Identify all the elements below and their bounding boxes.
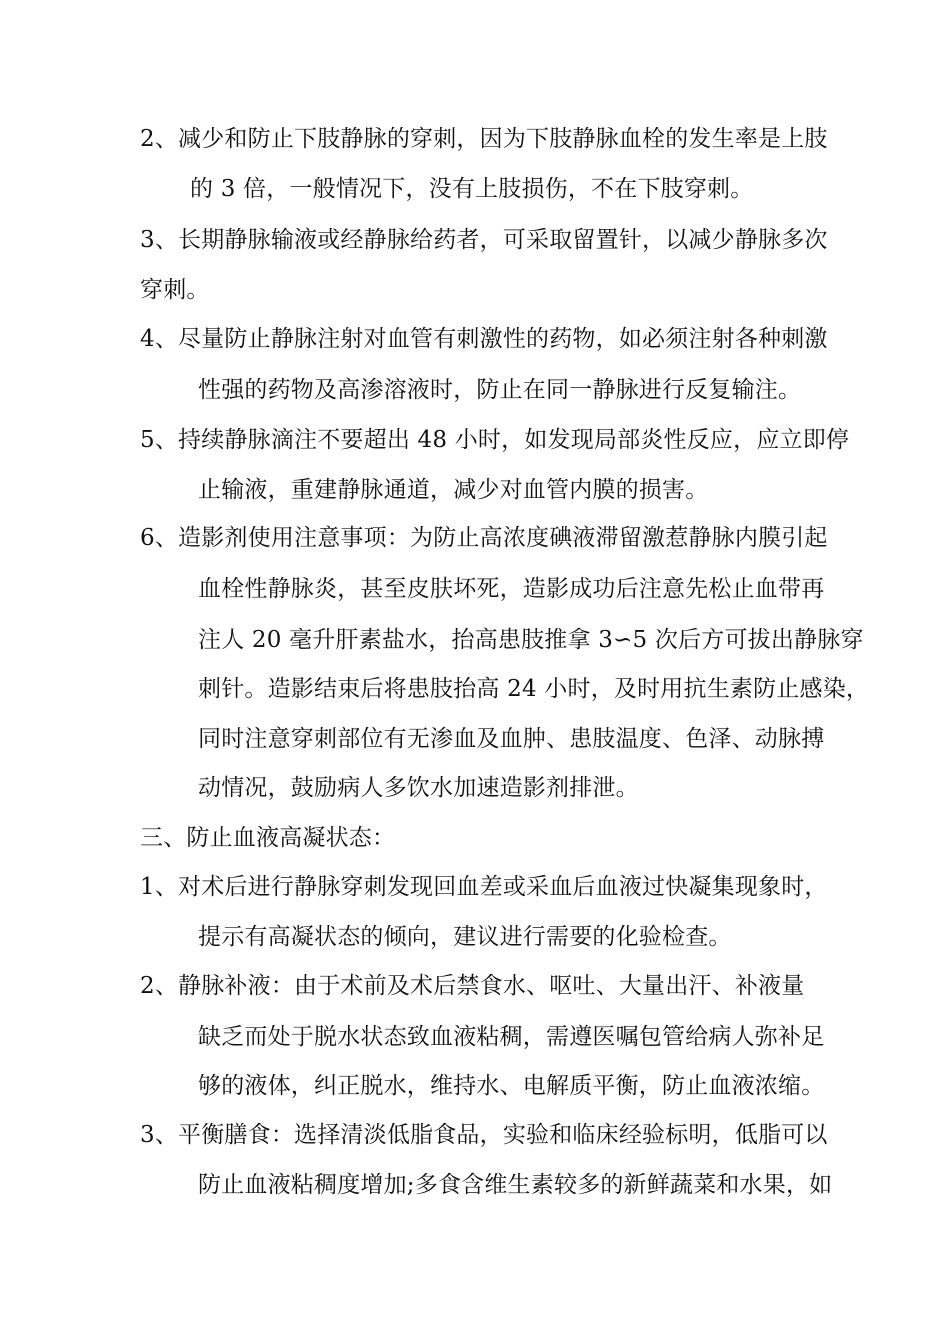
- text-line: 注人 20 毫升肝素盐水，抬高患肢推拿 3∽5 次后方可拔出静脉穿: [198, 627, 864, 653]
- text-line: 5、持续静脉滴注不要超出 48 小时，如发现局部炎性反应，应立即停: [140, 427, 850, 453]
- text-line: 血栓性静脉炎，甚至皮肤坏死，造影成功后注意先松止血带再: [198, 576, 825, 602]
- text-line: 性强的药物及高渗溶液时，防止在同一静脉进行反复输注。: [198, 377, 802, 403]
- text-line: 6、造影剂使用注意事项：为防止高浓度碘液滞留激惹静脉内膜引起: [140, 525, 828, 551]
- section-heading: 三、防止血液高凝状态：: [140, 825, 396, 851]
- text-line: 动情况，鼓励病人多饮水加速造影剂排泄。: [198, 775, 639, 801]
- text-line: 刺针。造影结束后将患肢抬高 24 小时，及时用抗生素防止感染，: [198, 676, 870, 702]
- text-line: 缺乏而处于脱水状态致血液粘稠，需遵医嘱包管给病人弥补足: [198, 1024, 825, 1050]
- text-line: 穿刺。: [140, 277, 210, 303]
- text-line: 3、长期静脉输液或经静脉给药者，可采取留置针，以减少静脉多次: [140, 227, 828, 253]
- text-line: 4、尽量防止静脉注射对血管有刺激性的药物，如必须注射各种刺激: [140, 326, 828, 352]
- text-line: 的 3 倍，一般情况下，没有上肢损伤，不在下肢穿刺。: [190, 176, 754, 202]
- text-line: 提示有高凝状态的倾向，建议进行需要的化验检查。: [198, 924, 732, 950]
- text-line: 2、静脉补液：由于术前及术后禁食水、呕吐、大量出汗、补液量: [140, 973, 805, 999]
- text-line: 防止血液粘稠度增加;多食含维生素较多的新鲜蔬菜和水果，如: [198, 1172, 833, 1198]
- text-line: 2、减少和防止下肢静脉的穿刺，因为下肢静脉血栓的发生率是上肢: [140, 126, 828, 152]
- text-line: 够的液体，纠正脱水，维持水、电解质平衡，防止血液浓缩。: [198, 1073, 825, 1099]
- text-line: 3、平衡膳食：选择清淡低脂食品，实验和临床经验标明，低脂可以: [140, 1122, 828, 1148]
- text-line: 1、对术后进行静脉穿刺发现回血差或采血后血液过快凝集现象时，: [140, 874, 828, 900]
- text-line: 同时注意穿刺部位有无渗血及血肿、患肢温度、色泽、动脉搏: [198, 726, 825, 752]
- text-line: 止输液，重建静脉通道，减少对血管内膜的损害。: [198, 477, 709, 503]
